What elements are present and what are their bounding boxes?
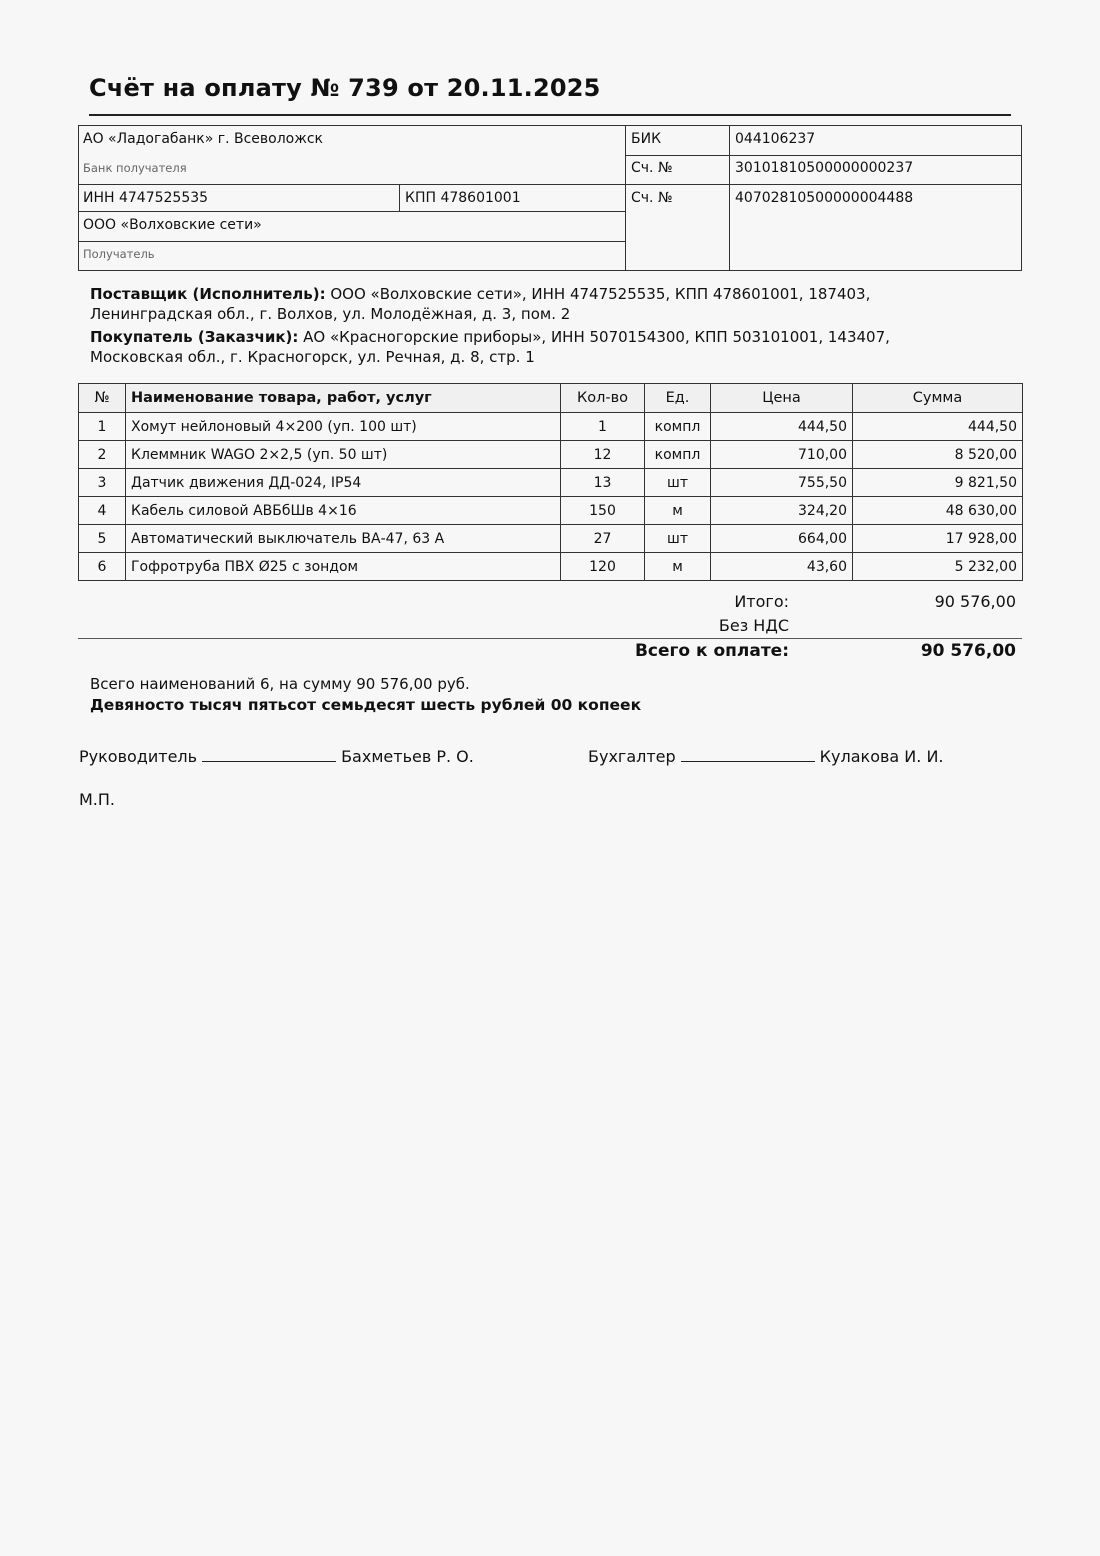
row-number: 1 xyxy=(79,413,126,441)
row-number: 4 xyxy=(79,497,126,525)
recipient-name: ООО «Волховские сети» xyxy=(83,217,262,233)
recipient-kpp: КПП 478601001 xyxy=(405,190,521,206)
account-value: 40702810500000004488 xyxy=(735,190,914,206)
bik-value: 044106237 xyxy=(735,131,816,147)
buyer-line1: АО «Красногорские приборы», ИНН 5070154300, КПП 503101001, 143407, xyxy=(303,328,890,346)
row-sum: 5 232,00 xyxy=(853,553,1023,581)
row-sum: 17 928,00 xyxy=(853,525,1023,553)
row-sum: 48 630,00 xyxy=(853,497,1023,525)
row-number: 6 xyxy=(79,553,126,581)
director-name: Бахметьев Р. О. xyxy=(341,747,474,766)
row-name: Автоматический выключатель ВА-47, 63 А xyxy=(126,525,561,553)
recipient-caption: Получатель xyxy=(83,247,155,261)
row-qty: 1 xyxy=(561,413,645,441)
header-number: № xyxy=(79,384,126,413)
total-due-value: 90 576,00 xyxy=(920,641,1016,661)
row-price: 324,20 xyxy=(711,497,853,525)
itogo-value: 90 576,00 xyxy=(934,592,1016,611)
supplier-label: Поставщик (Исполнитель): xyxy=(90,285,326,303)
row-qty: 13 xyxy=(561,469,645,497)
row-name: Кабель силовой АВБбШв 4×16 xyxy=(126,497,561,525)
bik-label: БИК xyxy=(631,131,662,147)
row-name: Датчик движения ДД-024, IP54 xyxy=(126,469,561,497)
bank-details-block xyxy=(78,125,1022,271)
buyer-label: Покупатель (Заказчик): xyxy=(90,328,299,346)
bank-hline-inn xyxy=(78,211,626,212)
title-underline xyxy=(89,114,1011,116)
row-price: 710,00 xyxy=(711,441,853,469)
corr-account-label: Сч. № xyxy=(631,160,673,176)
table-row xyxy=(79,525,1023,553)
header-sum: Сумма xyxy=(853,384,1023,413)
row-unit: компл xyxy=(645,441,711,469)
row-qty: 12 xyxy=(561,441,645,469)
row-number: 2 xyxy=(79,441,126,469)
row-number: 3 xyxy=(79,469,126,497)
row-sum: 9 821,50 xyxy=(853,469,1023,497)
bank-border-right xyxy=(1021,125,1022,271)
table-header-row xyxy=(79,384,1023,413)
table-row xyxy=(79,469,1023,497)
row-qty: 120 xyxy=(561,553,645,581)
row-qty: 27 xyxy=(561,525,645,553)
header-unit: Ед. xyxy=(645,384,711,413)
row-price: 43,60 xyxy=(711,553,853,581)
amount-in-words: Девяносто тысяч пятьсот семьдесят шесть рублей 00 копеек xyxy=(90,696,642,714)
row-price: 755,50 xyxy=(711,469,853,497)
bank-border-bottom xyxy=(78,270,1022,271)
row-price: 444,50 xyxy=(711,413,853,441)
row-qty: 150 xyxy=(561,497,645,525)
row-unit: компл xyxy=(645,413,711,441)
row-name: Гофротруба ПВХ Ø25 с зондом xyxy=(126,553,561,581)
accountant-signature xyxy=(588,747,944,766)
row-unit: м xyxy=(645,553,711,581)
row-unit: м xyxy=(645,497,711,525)
table-row xyxy=(79,553,1023,581)
table-row xyxy=(79,441,1023,469)
supplier-line2: Ленинградская обл., г. Волхов, ул. Молодёжная, д. 3, пом. 2 xyxy=(90,305,571,323)
table-row xyxy=(79,497,1023,525)
row-sum: 8 520,00 xyxy=(853,441,1023,469)
itogo-label: Итого: xyxy=(734,592,789,611)
account-label: Сч. № xyxy=(631,190,673,206)
row-unit: шт xyxy=(645,525,711,553)
row-unit: шт xyxy=(645,469,711,497)
items-count-summary: Всего наименований 6, на сумму 90 576,00 руб. xyxy=(90,675,470,693)
row-price: 664,00 xyxy=(711,525,853,553)
stamp-place: М.П. xyxy=(79,790,116,809)
header-qty: Кол-во xyxy=(561,384,645,413)
invoice-title: Счёт на оплату № 739 от 20.11.2025 xyxy=(89,74,601,102)
items-table xyxy=(78,383,1023,581)
bank-name: АО «Ладогабанк» г. Всеволожск xyxy=(83,131,324,147)
director-signature xyxy=(79,747,474,766)
totals-divider xyxy=(78,638,1022,639)
vat-label: Без НДС xyxy=(718,616,789,635)
recipient-inn: ИНН 4747525535 xyxy=(83,190,209,206)
row-sum: 444,50 xyxy=(853,413,1023,441)
accountant-name: Кулакова И. И. xyxy=(819,747,944,766)
table-row xyxy=(79,413,1023,441)
buyer-block xyxy=(90,327,990,367)
corr-account-value: 30101810500000000237 xyxy=(735,160,914,176)
header-price: Цена xyxy=(711,384,853,413)
bank-border-top xyxy=(78,125,1022,126)
bank-caption: Банк получателя xyxy=(83,161,187,175)
supplier-line1: ООО «Волховские сети», ИНН 4747525535, КПП 478601001, 187403, xyxy=(330,285,871,303)
row-name: Клеммник WAGO 2×2,5 (уп. 50 шт) xyxy=(126,441,561,469)
supplier-block xyxy=(90,284,990,324)
bank-hline-bank xyxy=(78,184,1022,185)
director-label: Руководитель xyxy=(79,747,198,766)
accountant-label: Бухгалтер xyxy=(588,747,676,766)
bank-hline-recipient xyxy=(78,241,626,242)
total-due-label: Всего к оплате: xyxy=(634,641,789,661)
row-number: 5 xyxy=(79,525,126,553)
header-name: Наименование товара, работ, услуг xyxy=(126,384,561,413)
row-name: Хомут нейлоновый 4×200 (уп. 100 шт) xyxy=(126,413,561,441)
buyer-line2: Московская обл., г. Красногорск, ул. Речная, д. 8, стр. 1 xyxy=(90,348,535,366)
director-signature-line xyxy=(202,747,336,762)
accountant-signature-line xyxy=(681,747,815,762)
